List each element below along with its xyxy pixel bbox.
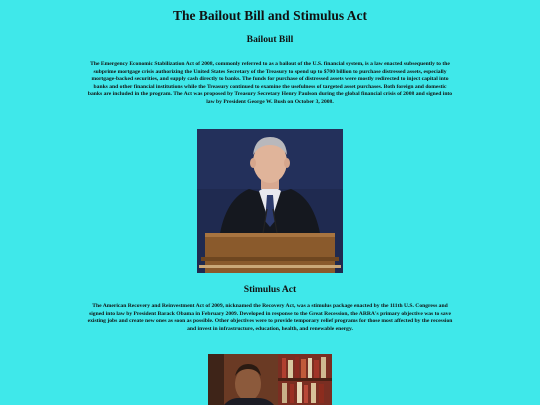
obama-photo [208,354,332,405]
bailout-paragraph: The Emergency Economic Stabilization Act of 2008, commonly referred to as a bailout of the U.S. financial system, is a law enacted subsequently to the subprime mortgage crisis authorizing the United States Secretary of the Treasury to spend up to $700 billion to purchase distressed assets, especially mortgage-backed securities, and supply cash directly to banks. The funds for purchase of distressed assets were mostly redirected to inject capital into banks and other financial institutions while the Treasury continued to examine the usefulness of targeted asset purchases. Both foreign and domestic banks are included in the program. The Act was proposed by Treasury Secretary Henry Paulson during the global financial crisis of 2008 and signed into law by President George W. Bush on October 3, 2008. [87,61,453,105]
stimulus-paragraph: The American Recovery and Reinvestment Act of 2009, nicknamed the Recovery Act, was a stimulus package enacted by the 111th U.S. Congress and signed into law by President Barack Obama in February 2009. Developed in response to the Great Recession, the ARRA's primary objective was to save existing jobs and create new ones as soon as possible. Other objectives were to provide temporary relief programs for those most affected by the recession and invest in infrastructure, education, health, and renewable energy. [87,303,453,332]
page-title: The Bailout Bill and Stimulus Act [173,8,367,23]
bush-photo [197,129,343,273]
stimulus-heading: Stimulus Act [243,284,297,295]
bailout-heading: Bailout Bill [246,34,294,45]
